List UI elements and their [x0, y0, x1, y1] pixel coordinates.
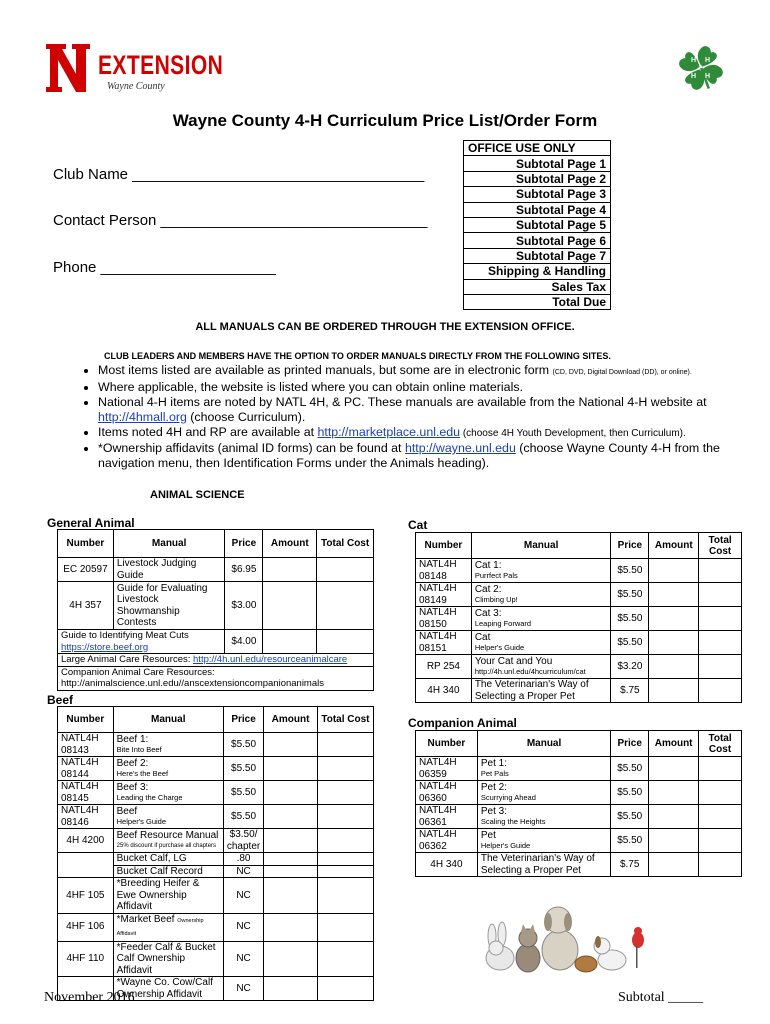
4h-clover-logo [673, 40, 729, 96]
item-number: NATL4H 08144 [58, 757, 114, 781]
list-item: • Items noted 4H and RP are available at http://marketplace.unl.edu (choose 4H Youth Development, then Curriculum). [98, 425, 748, 441]
item-manual: Pet 1: Pet Pals [477, 757, 610, 781]
amount-cell[interactable] [264, 853, 318, 866]
item-manual: Cat Helper's Guide [471, 631, 611, 655]
amount-cell[interactable] [264, 878, 318, 914]
item-price: NC [223, 941, 263, 977]
club-leaders-notice: CLUB LEADERS AND MEMBERS HAVE THE OPTION TO ORDER MANUALS DIRECTLY FROM THE FOLLOWING SITES. [104, 351, 611, 361]
col-amount: Amount [263, 530, 317, 558]
office-use-table [463, 140, 611, 310]
list-item: • Where applicable, the website is listed where you can obtain online materials. [98, 380, 748, 395]
item-price: $3.20 [611, 655, 649, 679]
total-cell[interactable] [699, 829, 742, 853]
item-manual: Pet 3: Scaling the Heights [477, 805, 610, 829]
item-price: $5.50 [611, 805, 649, 829]
col-number: Number [416, 533, 472, 559]
wayne-link[interactable]: http://wayne.unl.edu [404, 441, 516, 455]
item-manual: Cat 3: Leaping Forward [471, 607, 611, 631]
item-price: $3.50/ chapter [223, 829, 263, 853]
list-item: • Most items listed are available as printed manuals, but some are in electronic form (CD, DVD, Digital Download (DD), or online). [98, 363, 748, 380]
item-price: NC [223, 865, 263, 878]
total-cell[interactable] [317, 558, 374, 582]
item-number: NATL4H 08143 [58, 733, 114, 757]
beef-store-link[interactable]: https://store.beef.org [61, 641, 149, 653]
item-price: $5.50 [223, 733, 263, 757]
amount-cell[interactable] [263, 630, 317, 654]
item-price: $5.50 [223, 757, 263, 781]
item-manual: Pet 2: Scurrying Ahead [477, 781, 610, 805]
item-number: NATL4H 06360 [416, 781, 478, 805]
item-number: NATL4H 06362 [416, 829, 478, 853]
item-number: NATL4H 08146 [58, 805, 114, 829]
amount-cell[interactable] [264, 757, 318, 781]
amount-cell[interactable] [649, 781, 699, 805]
item-price: NC [223, 878, 263, 914]
item-price: $5.50 [611, 757, 649, 781]
beef-heading: Beef [47, 693, 74, 707]
total-cell[interactable] [699, 583, 742, 607]
item-manual: Your Cat and You http://4h.unl.edu/4hcurriculum/cat [471, 655, 611, 679]
item-manual: *Wayne Co. Cow/Calf Ownership Affidavit [113, 977, 223, 1001]
item-number: 4H 340 [416, 853, 478, 877]
item-manual: Cat 2: Climbing Up! [471, 583, 611, 607]
amount-cell[interactable] [264, 829, 318, 853]
amount-cell[interactable] [264, 977, 318, 1001]
list-item: • National 4-H items are noted by NATL 4H, & PC. These manuals are available from the National 4-H website at http://4hmall.org (choose Curriculum). [98, 395, 748, 425]
item-price: $5.50 [611, 607, 649, 631]
animal-care-link[interactable]: http://4h.unl.edu/resourceanimalcare [193, 654, 348, 665]
col-total: Total Cost [699, 533, 742, 559]
svg-text:H: H [691, 57, 697, 64]
list-item: • *Ownership affidavits (animal ID forms) can be found at http://wayne.unl.edu (choose Wayne County 4-H from the navigation menu, then Identification Forms under the Animals heading). [98, 441, 748, 471]
item-price: $5.50 [223, 781, 263, 805]
total-cell[interactable] [699, 607, 742, 631]
amount-cell[interactable] [649, 631, 699, 655]
small-dog-icon [594, 936, 626, 970]
office-row: Subtotal Page 6 [464, 233, 611, 248]
item-manual: Beef Helper's Guide [113, 805, 223, 829]
amount-cell[interactable] [264, 913, 318, 941]
4hmall-link[interactable]: http://4hmall.org [98, 410, 187, 424]
total-cell[interactable] [317, 582, 374, 630]
total-cell[interactable] [317, 829, 373, 853]
amount-cell[interactable] [264, 865, 318, 878]
item-price: NC [223, 977, 263, 1001]
item-number: NATL4H 08149 [416, 583, 472, 607]
animal-science-heading: ANIMAL SCIENCE [150, 489, 245, 501]
nebraska-n-logo [44, 42, 92, 94]
amount-cell[interactable] [264, 941, 318, 977]
footer-subtotal[interactable]: Subtotal _____ [618, 990, 704, 1005]
item-price: $5.50 [611, 829, 649, 853]
col-amount: Amount [649, 533, 699, 559]
item-price: NC [223, 913, 263, 941]
cat-icon [516, 924, 540, 972]
col-price: Price [611, 731, 649, 757]
county-label: Wayne County [107, 81, 165, 92]
bird-icon [632, 927, 644, 968]
item-manual: *Market Beef Ownership Affidavit [113, 913, 223, 941]
amount-cell[interactable] [649, 805, 699, 829]
total-cell[interactable] [317, 630, 374, 654]
item-number: NATL4H 06361 [416, 805, 478, 829]
beef-table [57, 706, 374, 1001]
item-manual: Beef 3: Leading the Charge [113, 781, 223, 805]
item-number: EC 20597 [58, 558, 114, 582]
item-price: $.75 [611, 679, 649, 703]
item-number: 4H 357 [58, 582, 114, 630]
item-manual: Beef Resource Manual 25% discount if purchase all chapters [113, 829, 223, 853]
item-manual: Bucket Calf, LG [113, 853, 223, 866]
office-row: Shipping & Handling [464, 264, 611, 279]
total-cell[interactable] [317, 977, 373, 1001]
companion-animal-heading: Companion Animal [408, 716, 517, 730]
total-cell[interactable] [317, 865, 373, 878]
total-cell[interactable] [317, 757, 373, 781]
office-row: Subtotal Page 2 [464, 171, 611, 186]
guinea-pig-icon [575, 956, 597, 972]
amount-cell[interactable] [264, 781, 318, 805]
contact-person-field[interactable]: Contact Person ________________________________ [53, 212, 428, 229]
svg-text:H: H [691, 73, 697, 80]
item-manual: Bucket Calf Record [113, 865, 223, 878]
item-number [58, 853, 114, 878]
col-manual: Manual [113, 530, 225, 558]
general-animal-table [57, 529, 374, 691]
total-cell[interactable] [317, 853, 373, 866]
item-price: $4.00 [225, 630, 263, 654]
total-cell[interactable] [699, 631, 742, 655]
office-row: Total Due [464, 294, 611, 309]
item-number: 4H 340 [416, 679, 472, 703]
instructions-list [78, 363, 748, 471]
item-price: $.75 [611, 853, 649, 877]
total-cell[interactable] [699, 679, 742, 703]
page-title: Wayne County 4-H Curriculum Price List/Order Form [172, 111, 598, 130]
col-price: Price [611, 533, 649, 559]
col-manual: Manual [113, 707, 223, 733]
total-cell[interactable] [317, 781, 373, 805]
item-price: $5.50 [611, 583, 649, 607]
total-cell[interactable] [699, 853, 742, 877]
total-cell[interactable] [699, 781, 742, 805]
item-manual: *Feeder Calf & Bucket Calf Ownership Affidavit [113, 941, 223, 977]
item-price: $5.50 [611, 631, 649, 655]
cat-heading: Cat [408, 518, 428, 532]
item-manual: Cat 1: Purrfect Pals [471, 559, 611, 583]
logo-letter: N [68, 72, 69, 73]
amount-cell[interactable] [649, 757, 699, 781]
total-cell[interactable] [699, 655, 742, 679]
item-number: NATL4H 08150 [416, 607, 472, 631]
item-price: $3.00 [225, 582, 263, 630]
cat-table [415, 532, 742, 703]
amount-cell[interactable] [649, 679, 699, 703]
item-number: NATL4H 08151 [416, 631, 472, 655]
col-amount: Amount [649, 731, 699, 757]
col-amount: Amount [264, 707, 318, 733]
item-price: $6.95 [225, 558, 263, 582]
item-manual: Livestock Judging Guide [113, 558, 225, 582]
extension-brand: EXTENSION [98, 50, 224, 80]
total-cell[interactable] [317, 941, 373, 977]
club-name-field[interactable]: Club Name ___________________________________ [53, 166, 425, 183]
office-row: Subtotal Page 7 [464, 248, 611, 263]
item-manual: Beef 1: Bite Into Beef [113, 733, 223, 757]
col-total: Total Cost [317, 530, 374, 558]
rabbit-icon [486, 922, 514, 970]
item-manual: Guide for Evaluating Livestock Showmanship Contests [113, 582, 225, 630]
col-price: Price [225, 530, 263, 558]
item-manual: The Veterinarian's Way of Selecting a Proper Pet [471, 679, 611, 703]
total-cell[interactable] [317, 878, 373, 914]
general-animal-heading: General Animal [47, 516, 135, 530]
amount-cell[interactable] [264, 733, 318, 757]
item-number: NATL4H 08145 [58, 781, 114, 805]
marketplace-link[interactable]: http://marketplace.unl.edu [317, 425, 461, 439]
item-manual: *Breeding Heifer & Ewe Ownership Affidavit [113, 878, 223, 914]
item-number: 4HF 105 [58, 878, 114, 914]
item-manual: Beef 2: Here's the Beef [113, 757, 223, 781]
svg-text:H: H [705, 57, 711, 64]
phone-field[interactable]: Phone _____________________ [53, 259, 276, 276]
amount-cell[interactable] [649, 655, 699, 679]
companion-resources: Companion Animal Care Resources: http://animalscience.unl.edu//anscextensioncompanionanimals [58, 666, 374, 690]
item-number: 4HF 110 [58, 941, 114, 977]
item-price: $5.50 [611, 559, 649, 583]
total-cell[interactable] [317, 913, 373, 941]
meat-cuts-cell: Guide to Identifying Meat Cuts https://store.beef.org [58, 630, 225, 654]
total-cell[interactable] [699, 559, 742, 583]
col-total: Total Cost [317, 707, 373, 733]
large-animal-resources: Large Animal Care Resources: http://4h.unl.edu/resourceanimalcare [58, 654, 374, 667]
amount-cell[interactable] [649, 829, 699, 853]
amount-cell[interactable] [649, 559, 699, 583]
col-number: Number [58, 530, 114, 558]
companion-animal-table [415, 730, 742, 877]
amount-cell[interactable] [649, 853, 699, 877]
amount-cell[interactable] [649, 607, 699, 631]
item-price: $5.50 [223, 805, 263, 829]
office-row: Subtotal Page 5 [464, 217, 611, 232]
col-total: Total Cost [699, 731, 742, 757]
total-cell[interactable] [699, 757, 742, 781]
amount-cell[interactable] [649, 583, 699, 607]
footer-date: November 2016 [44, 990, 135, 1005]
amount-cell[interactable] [263, 558, 317, 582]
svg-text:H: H [705, 73, 711, 80]
office-row: Sales Tax [464, 279, 611, 294]
item-manual: Pet Helper's Guide [477, 829, 610, 853]
col-number: Number [58, 707, 114, 733]
col-manual: Manual [471, 533, 611, 559]
col-number: Number [416, 731, 478, 757]
pets-illustration [478, 888, 728, 976]
dog-icon [542, 907, 578, 970]
item-price: $5.50 [611, 781, 649, 805]
amount-cell[interactable] [264, 805, 318, 829]
total-cell[interactable] [317, 733, 373, 757]
total-cell[interactable] [317, 805, 373, 829]
office-row: Subtotal Page 1 [464, 156, 611, 171]
office-use-heading: OFFICE USE ONLY [464, 141, 611, 156]
item-manual: The Veterinarian's Way of Selecting a Proper Pet [477, 853, 610, 877]
total-cell[interactable] [699, 805, 742, 829]
col-price: Price [223, 707, 263, 733]
item-number: NATL4H 08148 [416, 559, 472, 583]
item-number: 4H 4200 [58, 829, 114, 853]
office-row: Subtotal Page 3 [464, 187, 611, 202]
office-row: Subtotal Page 4 [464, 202, 611, 217]
col-manual: Manual [477, 731, 610, 757]
item-number: 4HF 106 [58, 913, 114, 941]
item-number: NATL4H 06359 [416, 757, 478, 781]
all-manuals-notice: ALL MANUALS CAN BE ORDERED THROUGH THE EXTENSION OFFICE. [195, 321, 575, 333]
item-price: .80 [223, 853, 263, 866]
amount-cell[interactable] [263, 582, 317, 630]
item-number: RP 254 [416, 655, 472, 679]
